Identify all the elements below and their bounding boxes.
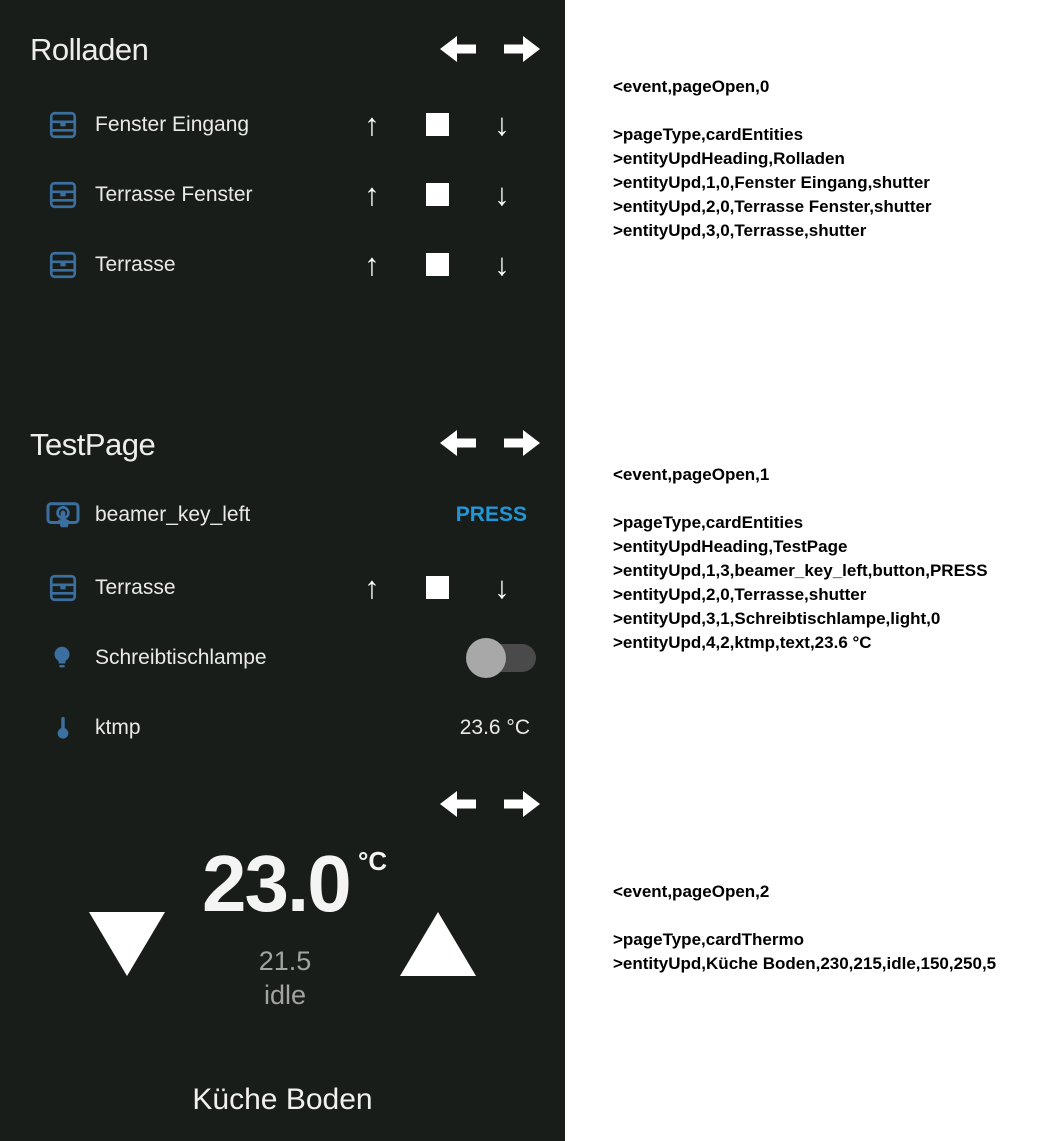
thermostat-name: Küche Boden: [192, 1083, 373, 1116]
shutter-up-button[interactable]: ↑: [364, 177, 380, 212]
log-event-line: <event,pageOpen,1: [613, 465, 770, 484]
card-rolladen-title: Rolladen: [30, 32, 149, 67]
nav-next-button[interactable]: [504, 789, 542, 819]
light-toggle-switch[interactable]: [466, 637, 538, 679]
shutter-up-button[interactable]: ↑: [364, 570, 380, 605]
log-block-page1: [613, 463, 1045, 655]
log-line: >entityUpd,1,0,Fenster Eingang,shutter: [613, 173, 930, 192]
temperature-value: 23.6 °C: [459, 716, 530, 739]
log-event-line: <event,pageOpen,0: [613, 77, 770, 96]
press-button[interactable]: PRESS: [455, 503, 527, 526]
log-line: >pageType,cardEntities: [613, 513, 804, 532]
current-temperature: 23.0: [202, 839, 350, 928]
gesture-tap-button-icon: [43, 497, 83, 533]
nav-prev-button[interactable]: [438, 789, 476, 819]
log-line: >entityUpd,2,0,Terrasse Fenster,shutter: [613, 197, 932, 216]
log-line: >entityUpd,2,0,Terrasse,shutter: [613, 585, 867, 604]
nav-next-button[interactable]: [504, 34, 542, 64]
nav-next-button[interactable]: [504, 428, 542, 458]
card-testpage-title: TestPage: [30, 427, 156, 462]
log-block-page0: [613, 75, 1045, 243]
log-line: >pageType,cardThermo: [613, 930, 804, 949]
entity-row-beamer-key-left: [0, 495, 565, 535]
temperature-unit: °C: [358, 846, 388, 876]
entity-row-terrasse: [0, 568, 565, 608]
shutter-down-button[interactable]: ↓: [494, 570, 510, 605]
entity-label: Terrasse: [95, 253, 176, 276]
hvac-status: idle: [263, 980, 307, 1010]
entity-row-ktmp: [0, 708, 565, 748]
entity-label: Terrasse Fenster: [95, 183, 253, 206]
entity-label: Terrasse: [95, 576, 176, 599]
log-line: >entityUpd,1,3,beamer_key_left,button,PRESS: [613, 561, 988, 580]
shutter-up-button[interactable]: ↑: [364, 247, 380, 282]
log-line: >entityUpd,4,2,ktmp,text,23.6 °C: [613, 633, 872, 652]
window-shutter-icon: [47, 249, 79, 281]
entity-label: Fenster Eingang: [95, 113, 250, 136]
entity-row-fenster-eingang: [0, 105, 565, 145]
window-shutter-icon: [47, 572, 79, 604]
log-line: >entityUpdHeading,Rolladen: [613, 149, 845, 168]
entity-row-terrasse: [0, 245, 565, 285]
log-line: >entityUpdHeading,TestPage: [613, 537, 848, 556]
window-shutter-icon: [47, 109, 79, 141]
log-line: >pageType,cardEntities: [613, 125, 804, 144]
log-line: >entityUpd,3,0,Terrasse,shutter: [613, 221, 867, 240]
thermometer-icon: [49, 711, 77, 745]
entity-row-terrasse-fenster: [0, 175, 565, 215]
shutter-down-button[interactable]: ↓: [494, 247, 510, 282]
nav-prev-button[interactable]: [438, 34, 476, 64]
window-shutter-icon: [47, 179, 79, 211]
temp-down-button[interactable]: [87, 910, 167, 978]
log-line: >entityUpd,3,1,Schreibtischlampe,light,0: [613, 609, 941, 628]
shutter-stop-button[interactable]: [426, 183, 449, 206]
shutter-stop-button[interactable]: [426, 253, 449, 276]
log-line: >entityUpd,Küche Boden,230,215,idle,150,250,5: [613, 954, 997, 973]
shutter-down-button[interactable]: ↓: [494, 177, 510, 212]
log-event-line: <event,pageOpen,2: [613, 882, 770, 901]
temp-up-button[interactable]: [398, 910, 478, 978]
shutter-down-button[interactable]: ↓: [494, 107, 510, 142]
log-block-page2: [613, 880, 1045, 976]
toggle-knob: [466, 638, 506, 678]
shutter-stop-button[interactable]: [426, 113, 449, 136]
shutter-up-button[interactable]: ↑: [364, 107, 380, 142]
entity-label: beamer_key_left: [95, 503, 251, 526]
shutter-stop-button[interactable]: [426, 576, 449, 599]
target-temperature: 21.5: [258, 946, 312, 976]
entity-label: Schreibtischlampe: [95, 646, 267, 669]
entity-label: ktmp: [95, 716, 141, 739]
nav-prev-button[interactable]: [438, 428, 476, 458]
lightbulb-icon: [47, 642, 77, 674]
